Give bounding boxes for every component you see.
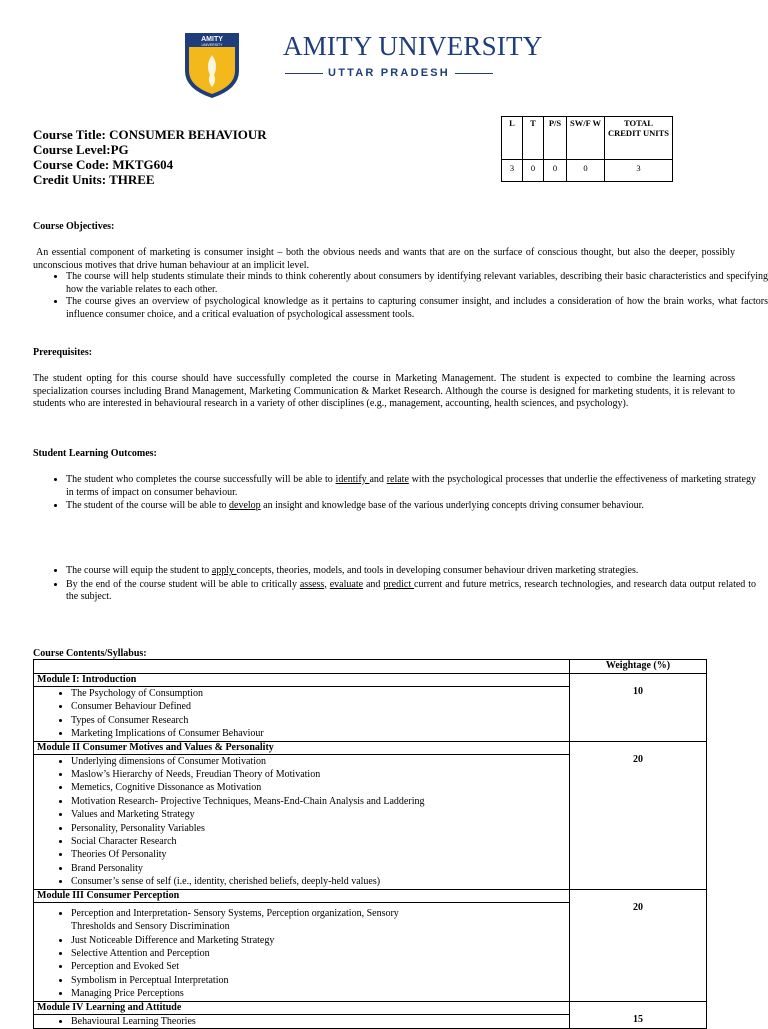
outcomes-heading: Student Learning Outcomes: bbox=[33, 448, 157, 459]
text: By the end of the course student will be able to critically bbox=[66, 578, 300, 590]
credit-table-value-row bbox=[502, 160, 673, 182]
underlined-verb: predict bbox=[383, 578, 415, 590]
objectives-heading: Course Objectives: bbox=[33, 221, 115, 232]
credit-value-cell: 0 bbox=[567, 160, 605, 182]
list-item bbox=[66, 565, 756, 578]
objectives-intro: An essential component of marketing is consumer insight – both the obvious needs and wants that are on the surface of conscious thought, but also the deeper, possibly unconscious motives that drive human behaviour at an implicit level. bbox=[33, 247, 735, 271]
text: The student who completes the course successfully will be able to bbox=[66, 474, 336, 485]
prerequisites-heading: Prerequisites: bbox=[33, 347, 93, 358]
text: and bbox=[369, 474, 387, 485]
module-title-row bbox=[34, 1001, 707, 1014]
module-content bbox=[34, 754, 570, 889]
list-item: • Brand Personality bbox=[71, 862, 566, 875]
list-item: • The course gives an overview of psychological knowledge as it pertains to capturing consumer insight, and includes a consideration of how the brain works, what factors influence consumer choice, and a critical evaluation of psychological assessment tools. bbox=[66, 296, 768, 321]
module-title-row bbox=[34, 674, 707, 687]
objectives-list bbox=[33, 271, 768, 321]
svg-text:UNIVERSITY: UNIVERSITY bbox=[201, 43, 223, 47]
syllabus-heading: Course Contents/Syllabus: bbox=[33, 648, 147, 659]
list-item: • Types of Consumer Research bbox=[71, 714, 566, 727]
list-item bbox=[66, 500, 756, 513]
list-item: • Maslow’s Hierarchy of Needs, Freudian Theory of Motivation bbox=[71, 768, 566, 781]
module-topic-list bbox=[37, 687, 566, 741]
credit-header-cell: SW/F W bbox=[567, 117, 605, 160]
university-state: UTTAR PRADESH bbox=[328, 67, 450, 79]
underlined-verb: relate bbox=[386, 474, 409, 485]
university-name: AMITY UNIVERSITY bbox=[283, 31, 543, 61]
list-item: • Selective Attention and Perception bbox=[71, 947, 416, 960]
list-item: • Values and Marketing Strategy bbox=[71, 808, 566, 821]
list-item: • The Psychology of Consumption bbox=[71, 687, 566, 700]
outcomes-list-2 bbox=[33, 565, 756, 604]
credit-value-cell: 3 bbox=[605, 160, 673, 182]
module-content bbox=[34, 1014, 570, 1028]
text: and bbox=[363, 578, 384, 590]
credit-header-cell: L bbox=[502, 117, 523, 160]
credit-value-cell: 3 bbox=[502, 160, 523, 182]
credit-header-cell: P/S bbox=[544, 117, 567, 160]
module-weight: 20 bbox=[570, 741, 707, 889]
svg-text:AMITY: AMITY bbox=[201, 36, 223, 43]
syllabus-header-row bbox=[34, 660, 707, 674]
list-item: • Theories Of Personality bbox=[71, 848, 566, 861]
credit-units: Credit Units: THREE bbox=[33, 172, 155, 187]
text: current and future metrics, research technologies, and research data output related to the subject. bbox=[66, 578, 756, 602]
list-item: • Perception and Interpretation- Sensory Systems, Perception organization, Sensory Thresholds and Sensory Discrimination bbox=[71, 907, 416, 934]
text: with the psychological processes that underlie the effectiveness of marketing strategy in terms of impact on consumer behaviour. bbox=[66, 474, 756, 498]
module-topic-list bbox=[37, 903, 566, 1001]
syllabus-table bbox=[33, 659, 707, 1029]
syllabus-header-blank bbox=[34, 660, 570, 674]
list-item: • Consumer’s sense of self (i.e., identity, cherished beliefs, deeply-held values) bbox=[71, 875, 566, 888]
credit-table bbox=[501, 116, 673, 182]
course-code: Course Code: MKTG604 bbox=[33, 157, 174, 172]
text: The student of the course will be able to bbox=[66, 500, 230, 511]
list-item: • Perception and Evoked Set bbox=[71, 960, 416, 973]
text: an insight and knowledge base of the various underlying concepts driving consumer behaviour. bbox=[260, 500, 644, 511]
module-topic-list bbox=[37, 755, 566, 889]
list-item: • Managing Price Perceptions bbox=[71, 987, 416, 1000]
list-item: • The course will help students stimulate their minds to think coherently about consumers by identifying relevant variables, describing their basic characteristics and specifying how the variable relates to each other. bbox=[66, 271, 768, 296]
module-title: Module IV Learning and Attitude bbox=[34, 1001, 570, 1014]
list-item: • Consumer Behaviour Defined bbox=[71, 700, 566, 713]
underlined-verb: evaluate bbox=[329, 578, 364, 590]
underlined-verb: assess, bbox=[299, 578, 327, 590]
module-title-row bbox=[34, 889, 707, 902]
module-weight: 20 bbox=[570, 889, 707, 1001]
credit-header-cell: TOTAL CREDIT UNITS bbox=[605, 117, 673, 160]
text: concepts, theories, models, and tools in developing consumer behaviour driven marketing strategies. bbox=[236, 565, 639, 576]
divider-left bbox=[285, 73, 323, 74]
text: The course will equip the student to bbox=[66, 565, 212, 576]
underlined-verb: identify bbox=[335, 474, 370, 485]
credit-header-cell: T bbox=[523, 117, 544, 160]
module-weight: 10 bbox=[570, 674, 707, 742]
module-title: Module II Consumer Motives and Values & Personality bbox=[34, 741, 570, 754]
list-item: • Behavioural Learning Theories bbox=[71, 1015, 566, 1028]
list-item: • Marketing Implications of Consumer Behaviour bbox=[71, 727, 566, 740]
module-weight: 15 bbox=[570, 1001, 707, 1028]
list-item bbox=[66, 474, 756, 499]
credit-value-cell: 0 bbox=[523, 160, 544, 182]
credit-value-cell: 0 bbox=[544, 160, 567, 182]
prerequisites-text: The student opting for this course should have successfully completed the course in Marketing Management. The student is expected to combine the learning across specialization courses including Brand Management, Marketing Communication & Market Research. Although the course is designed for marketing students, it is relevant to students who are interested in behavioural research in a variety of other disciplines (e.g., management, accounting, health sciences, and psychology). bbox=[33, 373, 735, 409]
module-title: Module III Consumer Perception bbox=[34, 889, 570, 902]
module-title: Module I: Introduction bbox=[34, 674, 570, 687]
course-level: Course Level:PG bbox=[33, 142, 129, 157]
university-state-line bbox=[285, 65, 493, 81]
credit-table-header-row bbox=[502, 117, 673, 160]
underlined-verb: develop bbox=[229, 500, 261, 511]
course-info bbox=[33, 127, 267, 187]
list-item: • Social Character Research bbox=[71, 835, 566, 848]
list-item: • Symbolism in Perceptual Interpretation bbox=[71, 974, 416, 987]
amity-crest-logo bbox=[183, 31, 241, 99]
list-item: • Memetics, Cognitive Dissonance as Motivation bbox=[71, 781, 566, 794]
list-item bbox=[66, 579, 756, 604]
list-item: • Personality, Personality Variables bbox=[71, 822, 566, 835]
module-content bbox=[34, 902, 570, 1001]
module-topic-list bbox=[37, 1015, 566, 1028]
list-item: • Underlying dimensions of Consumer Motivation bbox=[71, 755, 566, 768]
outcomes-list-1 bbox=[33, 474, 756, 513]
list-item: • Motivation Research- Projective Techniques, Means-End-Chain Analysis and Laddering bbox=[71, 795, 566, 808]
module-title-row bbox=[34, 741, 707, 754]
underlined-verb: apply bbox=[211, 565, 237, 576]
module-content bbox=[34, 687, 570, 742]
weightage-header: Weightage (%) bbox=[570, 660, 707, 674]
course-title: Course Title: CONSUMER BEHAVIOUR bbox=[33, 127, 267, 142]
divider-right bbox=[455, 73, 493, 74]
list-item: • Just Noticeable Difference and Marketing Strategy bbox=[71, 934, 416, 947]
